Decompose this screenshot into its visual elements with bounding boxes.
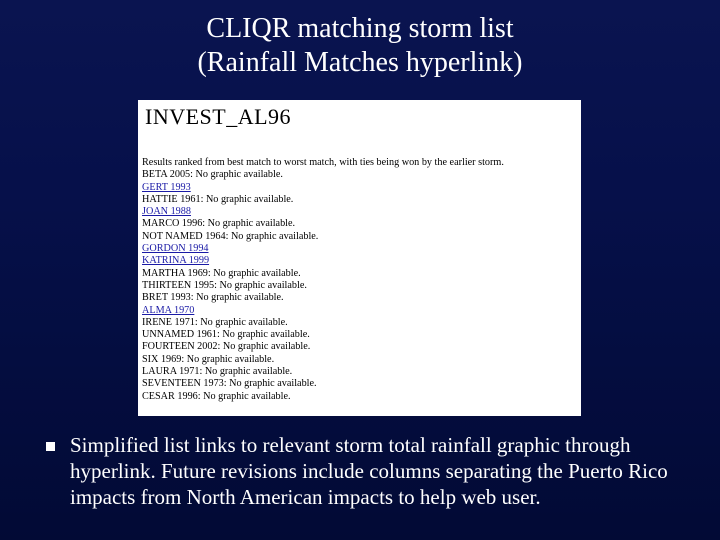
storm-id-heading: INVEST_AL96	[145, 104, 292, 129]
storm-entry: MARCO 1996: No graphic available.	[142, 218, 296, 230]
storm-entry: IRENE 1971: No graphic available.	[142, 316, 288, 328]
storm-link[interactable]: JOAN 1988	[142, 206, 191, 218]
storm-link[interactable]: GORDON 1994	[142, 243, 209, 255]
storm-entry: CESAR 1996: No graphic available.	[142, 390, 291, 402]
storm-entry: NOT NAMED 1964: No graphic available.	[142, 230, 319, 242]
results-intro: Results ranked from best match to worst match, with ties being won by the earlier storm.	[142, 157, 504, 168]
storm-entry: LAURA 1971: No graphic available.	[142, 366, 293, 378]
storm-match-list	[142, 157, 578, 403]
square-bullet-icon	[46, 442, 55, 451]
storm-entry: HATTIE 1961: No graphic available.	[142, 193, 294, 205]
storm-link[interactable]: GERT 1993	[142, 181, 191, 193]
storm-link[interactable]: KATRINA 1999	[142, 255, 210, 267]
slide-title	[0, 12, 720, 80]
bullet-text: Simplified list links to relevant storm total rainfall graphic through hyperlink. Future revisions include columns separating the Puerto Rico impacts from North American impacts to help web user.	[70, 433, 668, 509]
slide-title-line-1: CLIQR matching storm list	[206, 13, 514, 44]
storm-entry: SEVENTEEN 1973: No graphic available.	[142, 378, 317, 390]
storm-link[interactable]: ALMA 1970	[142, 304, 195, 316]
storm-entry: UNNAMED 1961: No graphic available.	[142, 329, 310, 341]
storm-entry: SIX 1969: No graphic available.	[142, 353, 275, 365]
storm-entry: BRET 1993: No graphic available.	[142, 292, 284, 304]
storm-entry: THIRTEEN 1995: No graphic available.	[142, 279, 307, 291]
storm-entry: MARTHA 1969: No graphic available.	[142, 267, 301, 279]
storm-entry: BETA 2005: No graphic available.	[142, 169, 283, 181]
storm-list-screenshot	[138, 100, 581, 416]
storm-entry: FOURTEEN 2002: No graphic available.	[142, 341, 311, 353]
slide-title-line-2: (Rainfall Matches hyperlink)	[197, 47, 523, 78]
